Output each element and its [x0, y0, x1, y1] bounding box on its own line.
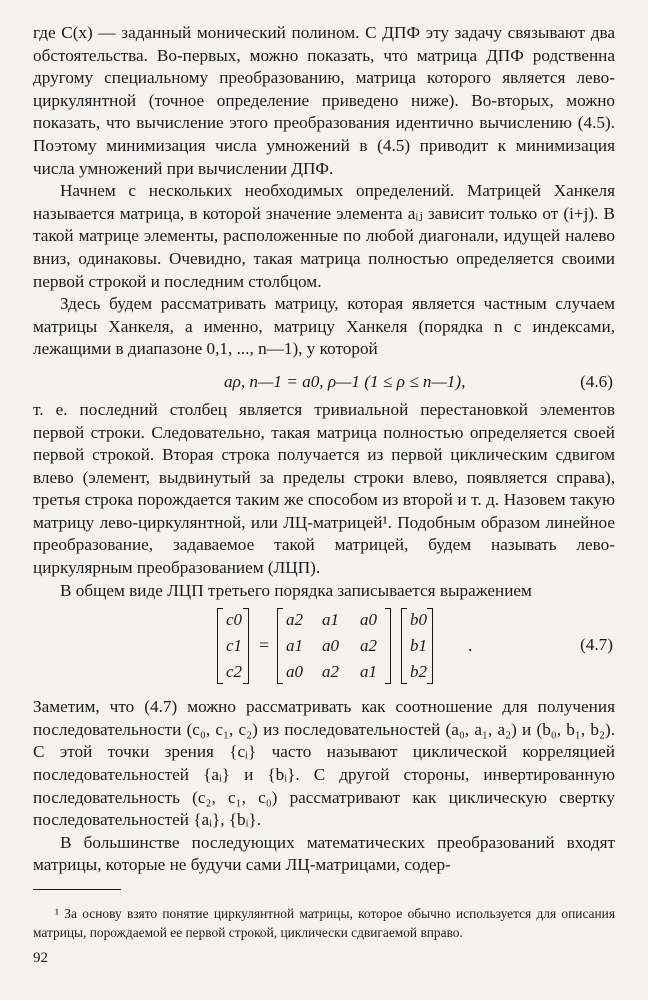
paragraph-general-form: В общем виде ЛЦП третьего порядка записывается выражением [60, 580, 532, 600]
matrix-a-entry: a0 [322, 636, 339, 656]
vector-c-entry: c2 [226, 662, 243, 682]
vector-b-entry: b2 [410, 662, 427, 682]
matrix-a-entry: a0 [360, 610, 377, 630]
equation-4-7-number: (4.7) [580, 635, 613, 655]
vector-c-entry: c0 [226, 610, 243, 630]
paragraph-special-case: Здесь будем рассматривать матрицу, которая является частным случаем матрицы Ханкеля, а именно, матрицу Ханкеля (порядка n с индексами, лежащими в диапазоне 0,1, ..., n—1), у которой [33, 294, 615, 359]
vector-b-entry: b0 [410, 610, 427, 630]
paragraph-correlation: Заметим, что (4.7) можно рассматривать как соотношение для получения последовательности (c₀, c₁, c₂) из последовательностей (a₀, a₁, a₂) и (b₀, b₁, b₂). С этой точки зрения {cᵢ} часто называют циклической корреляцией последовательностей {aᵢ} и {bᵢ}. С другой стороны, инвертированную последовательность (c₂, c₁, c₀) рассматривают как циклическую свертку последовательностей {aᵢ}, {bᵢ}. [33, 697, 615, 830]
paragraph-continuation: В большинстве последующих математических преобразований входят матрицы, которые не будучи сами ЛЦ-матрицами, содер- [33, 832, 615, 875]
paragraph-1: где C(x) — заданный монический полином. С ДПФ эту задачу связывают два обстоятельства. Во-первых, можно показать, что матрица ДПФ родственна другому специальному преобразованию, матрица которого является лево-циркулянтной (точное определение приведено ниже). Во-вторых, можно показать, что вычисление этого преобразования идентично вычислению (4.5). Поэтому минимизация числа умножений в (4.5) приводит к минимизация числа умножений при вычислении ДПФ. [33, 23, 615, 178]
equation-period: . [468, 635, 473, 656]
equals-sign: = [259, 635, 270, 656]
footnote-divider [33, 889, 121, 890]
paragraph-hankel-definition: Начнем с нескольких необходимых определений. Матрицей Ханкеля называется матрица, в которой значение элемента aᵢⱼ зависит только от (i+j). В такой матрице элементы, расположенные по любой диагонали, идущей налево вниз, одинаковы. Очевидно, такая матрица полностью определяется своими первой строкой и последним столбцом. [33, 181, 615, 291]
matrix-a [277, 608, 391, 684]
vector-c [217, 608, 249, 684]
equation-4-6-number: (4.6) [580, 371, 613, 391]
equation-4-6 [33, 367, 615, 397]
equation-4-7 [33, 608, 615, 688]
page-body [33, 22, 615, 967]
equation-4-6-body: aρ, n—1 = a0, ρ—1 (1 ≤ ρ ≤ n—1), [224, 371, 466, 391]
matrix-a-entry: a1 [360, 662, 377, 682]
matrix-a-entry: a1 [286, 636, 303, 656]
vector-b [401, 608, 433, 684]
matrix-a-entry: a1 [322, 610, 339, 630]
footnote: ¹ За основу взято понятие циркулянтной матрицы, которое обычно используется для описания матрицы, порождаемой ее первой строкой, циклически сдвигаемой вправо. [33, 906, 615, 940]
matrix-a-entry: a2 [286, 610, 303, 630]
paragraph-lc-matrix: т. е. последний столбец является тривиальной перестановкой элементов первой строки. Следовательно, такая матрица полностью определяется своей первой строкой. Вторая строка получается из первой циклическим сдвигом влево (элемент, выдвинутый за пределы строки влево, появляется справа), третья строка порождается таким же способом из второй и т. д. Назовем такую матрицу лево-циркулянтной, или ЛЦ-матрицей¹. Подобным образом линейное преобразование, задаваемое такой матрицей, будем называть лево-циркулярным преобразованием (ЛЦП). [33, 399, 615, 578]
page-number: 92 [33, 950, 48, 966]
vector-b-entry: b1 [410, 636, 427, 656]
vector-c-entry: c1 [226, 636, 243, 656]
matrix-a-entry: a2 [360, 636, 377, 656]
matrix-a-entry: a0 [286, 662, 303, 682]
matrix-a-entry: a2 [322, 662, 339, 682]
